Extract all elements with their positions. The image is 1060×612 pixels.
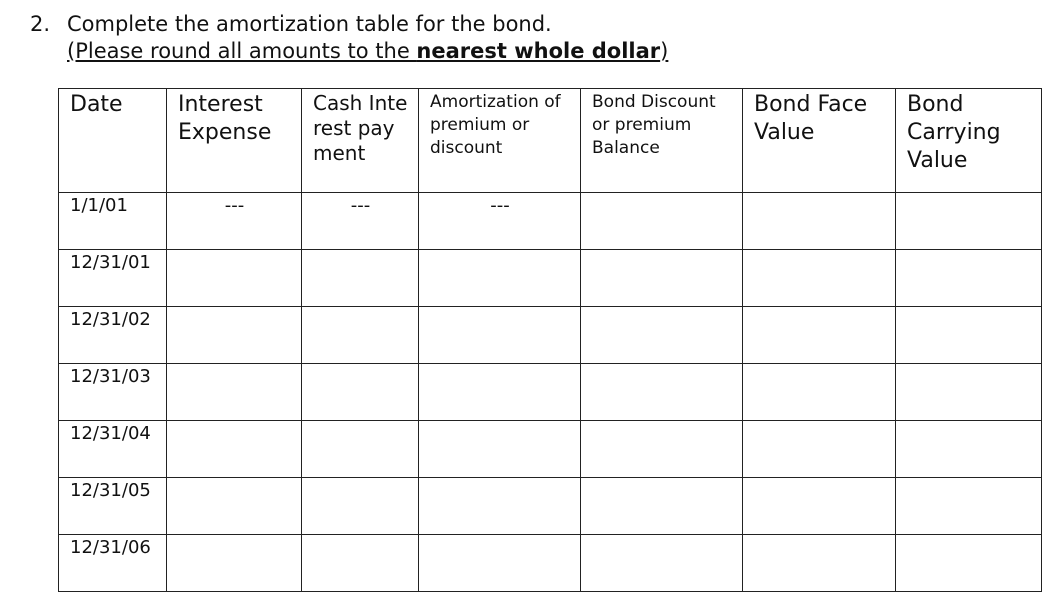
face-value-cell[interactable] — [743, 193, 896, 250]
table-row — [59, 307, 1042, 364]
carrying-value-cell[interactable] — [896, 421, 1042, 478]
interest-expense-cell[interactable] — [167, 364, 302, 421]
date-cell: 12/31/06 — [59, 535, 167, 592]
face-value-cell[interactable] — [743, 250, 896, 307]
discount-premium-balance-cell[interactable] — [581, 364, 743, 421]
carrying-value-cell[interactable] — [896, 193, 1042, 250]
date-cell: 12/31/05 — [59, 478, 167, 535]
interest-expense-cell[interactable] — [167, 250, 302, 307]
header-date: Date — [59, 89, 167, 193]
carrying-value-cell[interactable] — [896, 478, 1042, 535]
interest-expense-cell[interactable] — [167, 478, 302, 535]
header-discount-premium-balance: Bond Discount or premium Balance — [581, 89, 743, 193]
discount-premium-balance-cell[interactable] — [581, 193, 743, 250]
instruction-suffix: ) — [660, 39, 669, 63]
amortization-cell[interactable] — [419, 421, 581, 478]
face-value-cell[interactable] — [743, 478, 896, 535]
discount-premium-balance-cell[interactable] — [581, 535, 743, 592]
interest-expense-cell[interactable]: --- — [167, 193, 302, 250]
amortization-cell[interactable] — [419, 478, 581, 535]
discount-premium-balance-cell[interactable] — [581, 478, 743, 535]
face-value-cell[interactable] — [743, 421, 896, 478]
cash-interest-payment-cell[interactable] — [302, 535, 419, 592]
discount-premium-balance-cell[interactable] — [581, 421, 743, 478]
amortization-cell[interactable] — [419, 364, 581, 421]
table-row — [59, 535, 1042, 592]
carrying-value-cell[interactable] — [896, 364, 1042, 421]
face-value-cell[interactable] — [743, 364, 896, 421]
rounding-instruction — [67, 37, 668, 65]
face-value-cell[interactable] — [743, 307, 896, 364]
interest-expense-cell[interactable] — [167, 421, 302, 478]
table-row — [59, 364, 1042, 421]
cash-interest-payment-cell[interactable] — [302, 421, 419, 478]
interest-expense-cell[interactable] — [167, 307, 302, 364]
header-face-value: Bond Face Value — [743, 89, 896, 193]
date-cell: 12/31/01 — [59, 250, 167, 307]
table-row — [59, 421, 1042, 478]
carrying-value-cell[interactable] — [896, 307, 1042, 364]
date-cell: 1/1/01 — [59, 193, 167, 250]
face-value-cell[interactable] — [743, 535, 896, 592]
date-cell: 12/31/03 — [59, 364, 167, 421]
amortization-cell[interactable] — [419, 307, 581, 364]
amortization-cell[interactable] — [419, 250, 581, 307]
amortization-cell[interactable]: --- — [419, 193, 581, 250]
instruction-prefix: (Please round all amounts to the — [67, 39, 417, 63]
carrying-value-cell[interactable] — [896, 250, 1042, 307]
cash-interest-payment-cell[interactable]: --- — [302, 193, 419, 250]
cash-interest-payment-cell[interactable] — [302, 478, 419, 535]
header-interest-expense: Interest Expense — [167, 89, 302, 193]
discount-premium-balance-cell[interactable] — [581, 307, 743, 364]
question-number: 2. — [30, 12, 51, 36]
question-text: Complete the amortization table for the bond. — [67, 12, 552, 36]
discount-premium-balance-cell[interactable] — [581, 250, 743, 307]
header-cash-interest-payment: Cash Interest payment — [302, 89, 419, 193]
carrying-value-cell[interactable] — [896, 535, 1042, 592]
cash-interest-payment-cell[interactable] — [302, 307, 419, 364]
interest-expense-cell[interactable] — [167, 535, 302, 592]
instruction-emphasis: nearest whole dollar — [416, 39, 661, 63]
header-amortization: Amortization of premium or discount — [419, 89, 581, 193]
date-cell: 12/31/04 — [59, 421, 167, 478]
table-row — [59, 193, 1042, 250]
cash-interest-payment-cell[interactable] — [302, 364, 419, 421]
header-carrying-value: Bond Carrying Value — [896, 89, 1042, 193]
amortization-cell[interactable] — [419, 535, 581, 592]
table-row — [59, 250, 1042, 307]
header-row — [59, 89, 1042, 193]
cash-interest-payment-cell[interactable] — [302, 250, 419, 307]
amortization-table — [58, 88, 1042, 592]
table-row — [59, 478, 1042, 535]
date-cell: 12/31/02 — [59, 307, 167, 364]
